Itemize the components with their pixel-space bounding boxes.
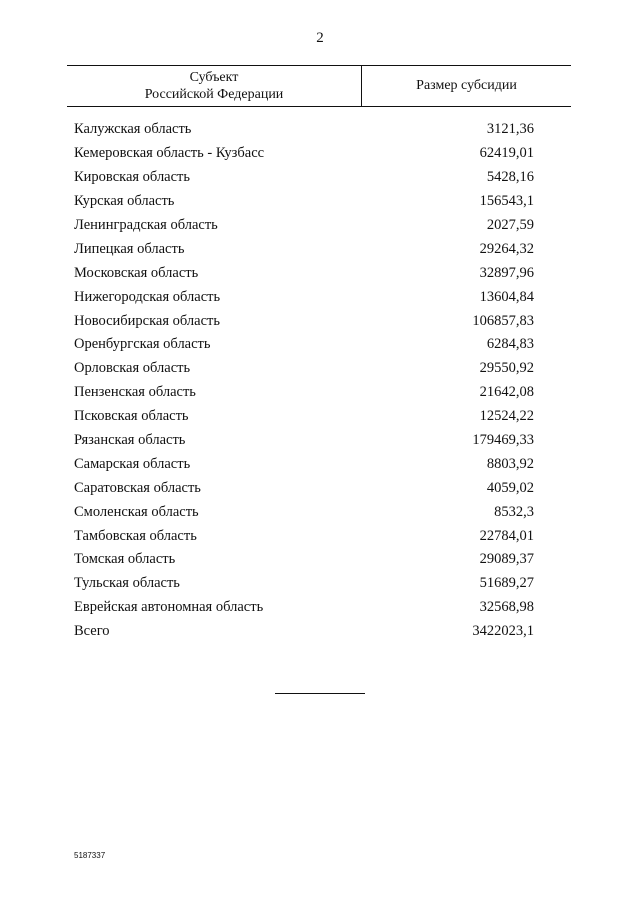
- table-row: [74, 476, 534, 500]
- column-header-subject-line1: Субъект: [189, 70, 239, 85]
- region-name: Пензенская область: [74, 384, 196, 401]
- region-name: Тульская область: [74, 575, 180, 592]
- subsidy-value: 3422023,1: [472, 623, 534, 640]
- subsidy-value: 21642,08: [479, 384, 534, 401]
- subsidy-value: 106857,83: [472, 312, 534, 329]
- document-code: 5187337: [74, 851, 106, 860]
- region-name: Московская область: [74, 264, 199, 281]
- subsidy-value: 13604,84: [479, 288, 534, 305]
- column-header-subject: [67, 66, 362, 106]
- table-row: [74, 500, 534, 524]
- table-row: [74, 309, 534, 333]
- subsidy-value: 8803,92: [486, 455, 534, 472]
- end-rule: [275, 693, 365, 694]
- table-row: [74, 285, 534, 309]
- subsidy-value: 5428,16: [486, 169, 534, 186]
- subsidy-value: 29550,92: [479, 360, 534, 377]
- subsidy-value: 2027,59: [486, 217, 534, 233]
- table-row: [74, 142, 534, 166]
- table-row: [74, 357, 534, 381]
- page-number: 2: [316, 30, 324, 46]
- region-name: Всего: [74, 623, 110, 640]
- region-name: Липецкая область: [74, 240, 185, 257]
- table-row: [74, 429, 534, 453]
- table-row: [74, 190, 534, 214]
- column-header-size: Размер субсидии: [416, 78, 517, 93]
- subsidy-value: 4059,02: [486, 479, 534, 496]
- subsidy-value: 29264,32: [479, 240, 534, 257]
- region-name: Томская область: [74, 551, 176, 568]
- region-name: Ленинградская область: [74, 217, 218, 233]
- table-row: [74, 405, 534, 429]
- region-name: Курская область: [74, 193, 175, 210]
- subsidy-value: 12524,22: [479, 408, 534, 425]
- subsidy-value: 51689,27: [479, 575, 534, 592]
- subsidy-value: 8532,3: [494, 503, 534, 520]
- subsidy-value: 62419,01: [479, 145, 534, 162]
- column-header-subject-line2: Российской Федерации: [144, 87, 284, 102]
- subsidy-value: 32897,96: [479, 264, 534, 281]
- region-name: Нижегородская область: [74, 288, 221, 305]
- table-row: [74, 452, 534, 476]
- table-row: [74, 548, 534, 572]
- table-row: [74, 118, 534, 142]
- region-name: Смоленская область: [74, 503, 199, 520]
- subsidy-value: 22784,01: [479, 527, 534, 544]
- table-header: [67, 65, 571, 107]
- region-name: Новосибирская область: [74, 312, 220, 329]
- region-name: Рязанская область: [74, 432, 186, 449]
- subsidy-value: 156543,1: [479, 193, 534, 210]
- region-name: Самарская область: [74, 455, 191, 472]
- table-row: [74, 572, 534, 596]
- region-name: Кировская область: [74, 169, 191, 186]
- subsidy-value: 6284,83: [486, 336, 534, 353]
- table-row: [74, 333, 534, 357]
- table-row: [74, 381, 534, 405]
- table-body: [74, 118, 534, 644]
- table-row: [74, 596, 534, 620]
- region-name: Кемеровская область - Кузбасс: [74, 145, 265, 162]
- table-row: [74, 261, 534, 285]
- table-row: [74, 620, 534, 644]
- region-name: Еврейская автономная область: [74, 599, 264, 616]
- region-name: Тамбовская область: [74, 527, 197, 544]
- region-name: Оренбургская область: [74, 336, 211, 353]
- table-row: [74, 237, 534, 261]
- subsidy-value: 3121,36: [486, 121, 534, 138]
- table-row: [74, 214, 534, 238]
- subsidy-value: 29089,37: [479, 551, 534, 568]
- region-name: Орловская область: [74, 360, 191, 377]
- subsidy-value: 179469,33: [472, 432, 534, 449]
- table-row: [74, 524, 534, 548]
- region-name: Саратовская область: [74, 479, 201, 496]
- region-name: Псковская область: [74, 408, 189, 425]
- table-row: [74, 166, 534, 190]
- region-name: Калужская область: [74, 121, 192, 138]
- subsidy-value: 32568,98: [479, 599, 534, 616]
